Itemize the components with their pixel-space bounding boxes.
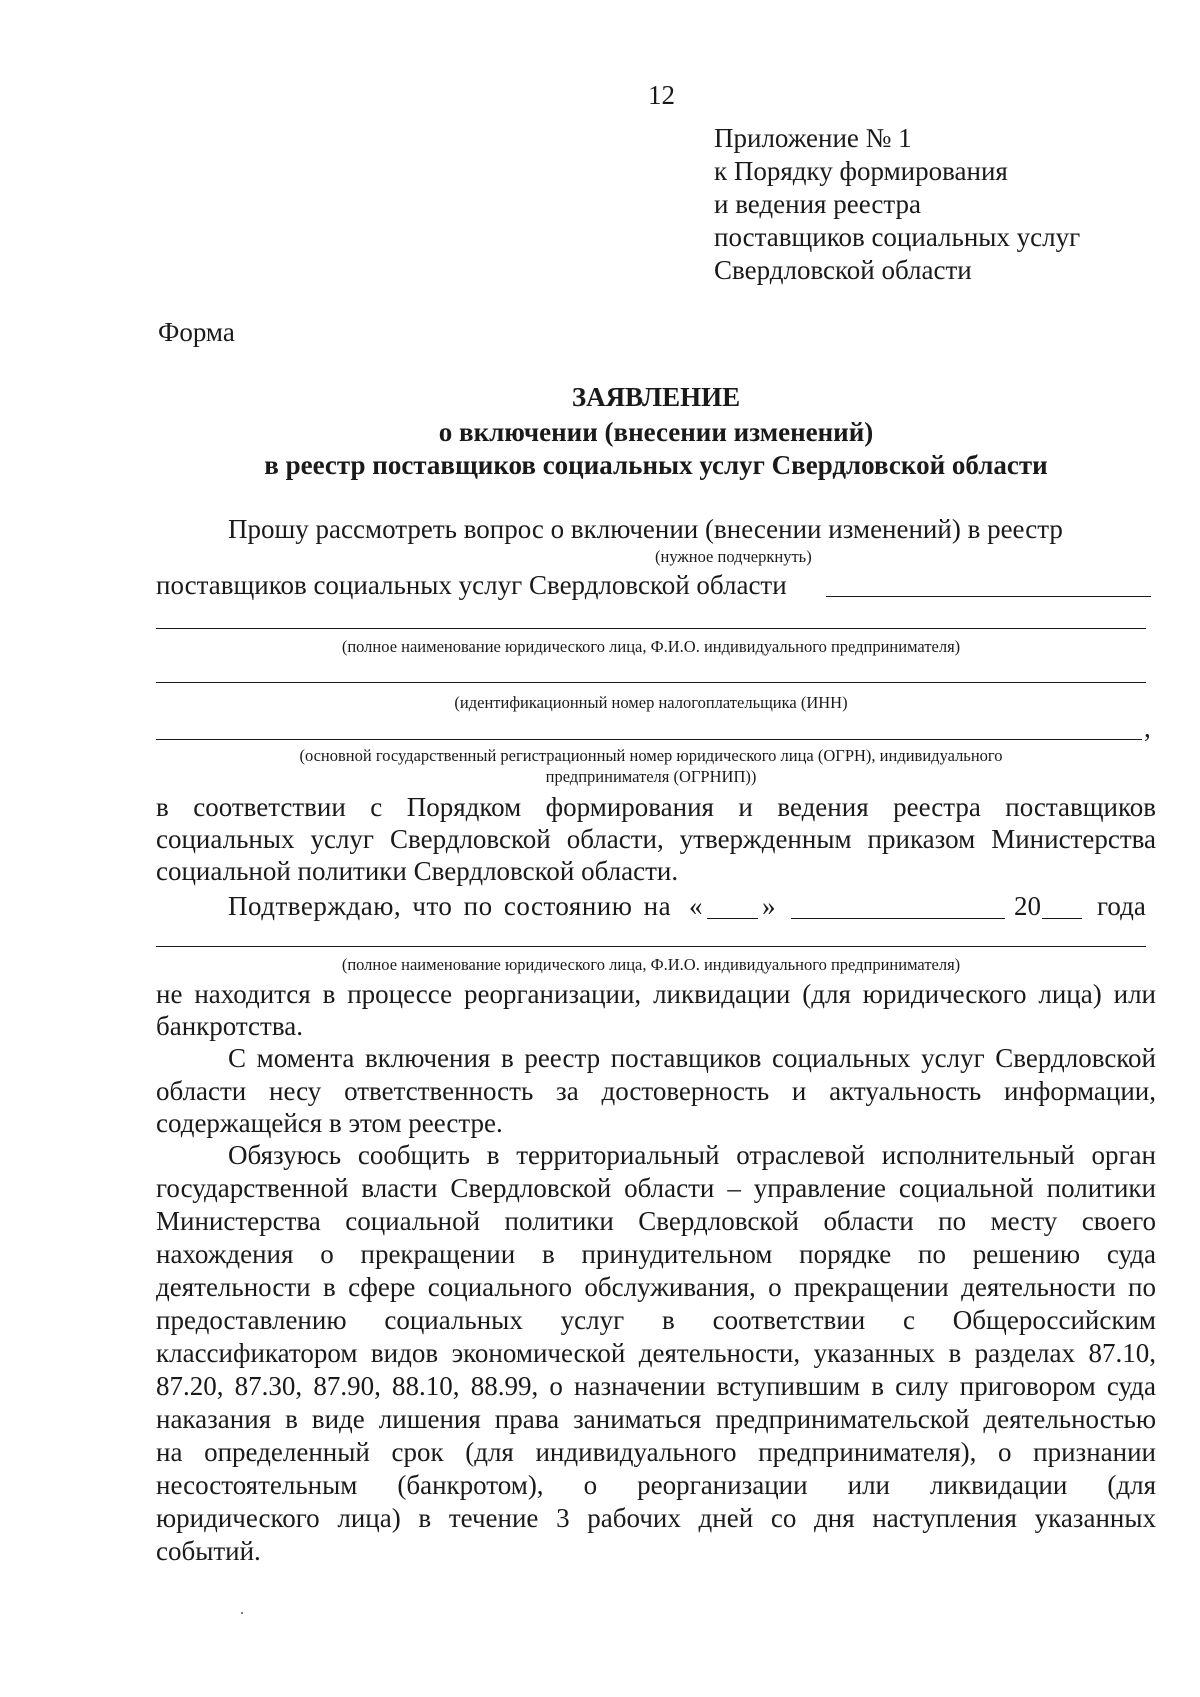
paragraph-line: Обязуюсь сообщить в территориальный отраслевой исполнительный орган xyxy=(228,1140,1156,1170)
paragraph-line: социальной политики Свердловской области. xyxy=(156,856,679,886)
ogrn-comma: , xyxy=(1144,713,1151,743)
appendix-line: Приложение № 1 xyxy=(714,123,912,153)
paragraph-line: деятельности в сфере социального обслуживания, о прекращении деятельности по xyxy=(156,1272,1156,1302)
year-suffix: года xyxy=(1097,891,1146,921)
year-field[interactable] xyxy=(1042,918,1082,919)
full-name-caption: (полное наименование юридического лица, Ф.И.О. индивидуального предпринимателя) xyxy=(341,637,961,656)
ogrn-caption: предпринимателя (ОГРНИП)) xyxy=(545,767,757,786)
paragraph-line: нахождения о прекращении в принудительном порядке по решению суда xyxy=(156,1239,1156,1269)
page-number: 12 xyxy=(648,80,675,110)
paragraph-line: не находится в процессе реорганизации, ликвидации (для юридического лица) или xyxy=(156,979,1156,1009)
paragraph-line: классификатором видов экономической деятельности, указанных в разделах 87.10, xyxy=(156,1338,1156,1368)
appendix-line: Свердловской области xyxy=(714,255,972,285)
paragraph-line: Министерства социальной политики Свердловской области по месту своего xyxy=(156,1206,1156,1236)
paragraph-line: юридического лица) в течение 3 рабочих дней со дня наступления указанных xyxy=(156,1503,1156,1533)
paragraph-line: банкротства. xyxy=(156,1011,303,1041)
paragraph-line: области несу ответственность за достоверность и актуальность информации, xyxy=(156,1076,1156,1106)
paragraph-line: событий. xyxy=(156,1536,261,1566)
confirm-name-caption: (полное наименование юридического лица, Ф.И.О. индивидуального предпринимателя) xyxy=(341,955,961,974)
inn-caption: (идентификационный номер налогоплательщика (ИНН) xyxy=(454,693,848,712)
request-line: поставщиков социальных услуг Свердловской области xyxy=(156,570,787,600)
paragraph-line: социальных услуг Свердловской области, утвержденным приказом Министерства xyxy=(156,824,1156,854)
request-line: Прошу рассмотреть вопрос о включении (внесении изменений) в реестр xyxy=(228,514,1063,544)
appendix-line: и ведения реестра xyxy=(714,189,921,219)
paragraph-line: С момента включения в реестр поставщиков социальных услуг Свердловской xyxy=(228,1043,1156,1073)
appendix-line: поставщиков социальных услуг xyxy=(714,222,1081,252)
paragraph-line: содержащейся в этом реестре. xyxy=(156,1108,503,1138)
scan-speck xyxy=(241,1612,243,1614)
paragraph-line: на определенный срок (для индивидуального предпринимателя), о признании xyxy=(156,1437,1156,1467)
title-main: ЗАЯВЛЕНИЕ xyxy=(571,382,741,412)
request-hint: (нужное подчеркнуть) xyxy=(655,547,812,566)
month-field[interactable] xyxy=(791,918,1005,919)
quote-close: » xyxy=(762,891,776,921)
quote-open: « xyxy=(689,891,703,921)
confirm-text: Подтверждаю, что по состоянию на xyxy=(228,891,672,921)
full-name-field[interactable] xyxy=(156,628,1146,629)
year-prefix: 20 xyxy=(1014,891,1041,921)
paragraph-line: наказания в виде лишения права заниматься предпринимательской деятельностью xyxy=(156,1404,1156,1434)
paragraph-line: предоставлению социальных услуг в соответствии с Общероссийским xyxy=(156,1305,1156,1335)
ogrn-field[interactable] xyxy=(156,739,1142,740)
title-line: о включении (внесении изменений) xyxy=(438,417,874,447)
confirm-name-field[interactable] xyxy=(156,946,1146,947)
paragraph-line: несостоятельным (банкротом), о реорганизации или ликвидации (для xyxy=(156,1470,1156,1500)
form-label: Форма xyxy=(158,317,235,347)
paragraph-line: в соответствии с Порядком формирования и ведения реестра поставщиков xyxy=(156,792,1156,822)
paragraph-line: 87.20, 87.30, 87.90, 88.10, 88.99, о назначении вступившим в силу приговором суда xyxy=(156,1371,1156,1401)
paragraph-line: государственной власти Свердловской области – управление социальной политики xyxy=(156,1173,1156,1203)
ogrn-caption: (основной государственный регистрационный номер юридического лица (ОГРН), индивидуального xyxy=(299,746,1003,765)
inn-field[interactable] xyxy=(156,682,1146,683)
registry-choice-blank[interactable] xyxy=(826,596,1151,597)
appendix-line: к Порядку формирования xyxy=(714,156,1008,186)
day-field[interactable] xyxy=(707,918,758,919)
title-line: в реестр поставщиков социальных услуг Свердловской области xyxy=(264,450,1048,480)
